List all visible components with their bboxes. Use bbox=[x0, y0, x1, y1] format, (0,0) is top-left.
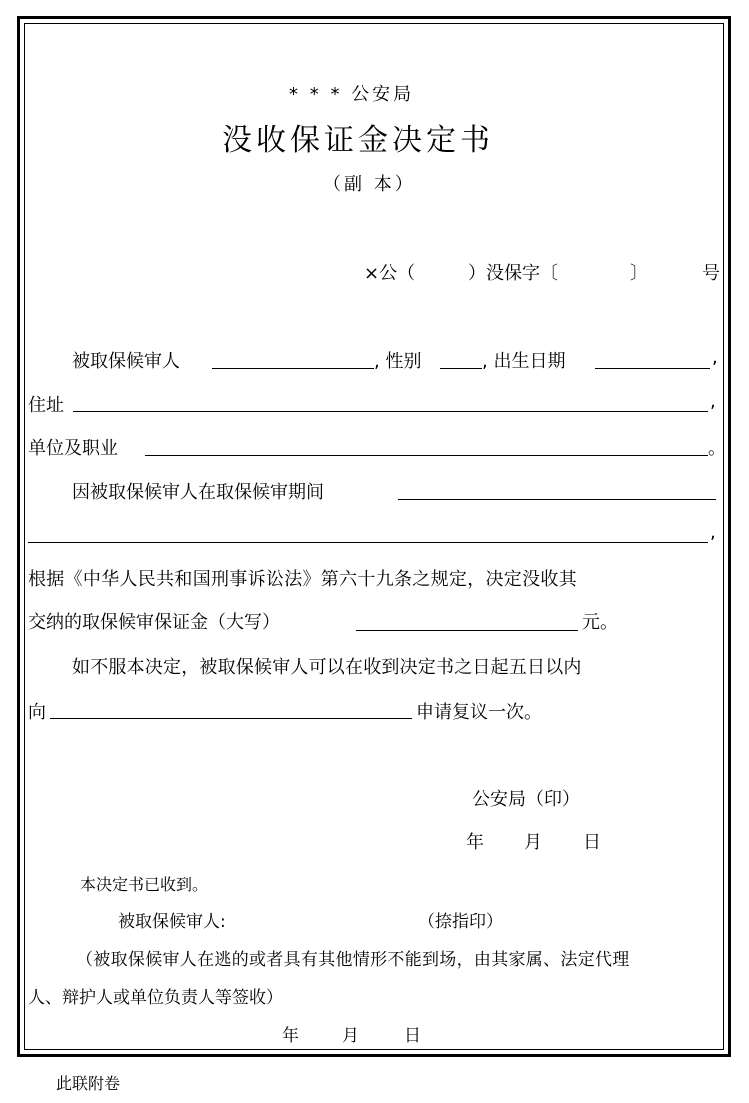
sign-date-year: 年 bbox=[466, 832, 484, 853]
legal-basis-text: 根据《中华人民共和国刑事诉讼法》第六十九条之规定，决定没收其 bbox=[28, 569, 577, 590]
suspect-label: 被取保候审人 bbox=[72, 351, 180, 372]
sign-date-day: 日 bbox=[583, 832, 601, 853]
reason-comma: , bbox=[710, 522, 716, 543]
receipt-date-year: 年 bbox=[282, 1026, 299, 1046]
doc-number-prefix: ×公（ bbox=[364, 263, 416, 284]
received-text: 本决定书已收到。 bbox=[80, 875, 209, 894]
suspect-name-line[interactable] bbox=[212, 368, 374, 369]
doc-number-bracket-close: 〕 bbox=[630, 263, 648, 284]
appeal-text-1: 如不服本决定，被取保候审人可以在收到决定书之日起五日以内 bbox=[72, 657, 582, 678]
reason-line-1[interactable] bbox=[398, 499, 716, 500]
address-label: 住址 bbox=[28, 395, 64, 416]
seal-label: 公安局（印） bbox=[472, 789, 580, 810]
reason-label: 因被取保候审人在取保候审期间 bbox=[72, 482, 324, 503]
work-period: 。 bbox=[708, 438, 726, 459]
receipt-note-2: 人、辩护人或单位负责人等签收） bbox=[28, 988, 283, 1008]
document-title: 没收保证金决定书 bbox=[222, 123, 494, 158]
gender-line[interactable] bbox=[440, 368, 482, 369]
sign-date-month: 月 bbox=[524, 832, 542, 853]
copy-type: （副 本） bbox=[323, 174, 416, 195]
birth-label: , 出生日期 bbox=[482, 351, 566, 372]
agency-name: * * * 公安局 bbox=[289, 84, 415, 105]
line1-comma: , bbox=[712, 347, 718, 368]
attach-note: 此联附卷 bbox=[56, 1074, 121, 1093]
gender-label: , 性别 bbox=[374, 351, 422, 372]
appeal-prefix: 向 bbox=[28, 702, 46, 723]
address-comma: , bbox=[710, 391, 716, 412]
address-line[interactable] bbox=[73, 411, 708, 412]
doc-number-suffix: 号 bbox=[702, 263, 720, 284]
amount-line[interactable] bbox=[356, 630, 578, 631]
receipt-date-day: 日 bbox=[404, 1026, 421, 1046]
amount-label: 交纳的取保候审保证金（大写） bbox=[28, 612, 280, 633]
reason-line-2[interactable] bbox=[28, 542, 708, 543]
receipt-note-1: （被取保候审人在逃的或者具有其他情形不能到场，由其家属、法定代理 bbox=[76, 950, 630, 970]
work-line[interactable] bbox=[145, 455, 708, 456]
doc-number-middle: ）没保字〔 bbox=[468, 263, 558, 284]
birth-date-line[interactable] bbox=[595, 368, 710, 369]
appeal-suffix: 申请复议一次。 bbox=[416, 702, 542, 723]
appeal-authority-line[interactable] bbox=[50, 718, 412, 719]
work-label: 单位及职业 bbox=[28, 438, 118, 459]
receipt-signer-label: 被取保候审人: bbox=[118, 912, 226, 932]
receipt-date-month: 月 bbox=[342, 1026, 359, 1046]
amount-unit: 元。 bbox=[582, 612, 618, 633]
fingerprint-label: （捺指印） bbox=[418, 912, 503, 932]
